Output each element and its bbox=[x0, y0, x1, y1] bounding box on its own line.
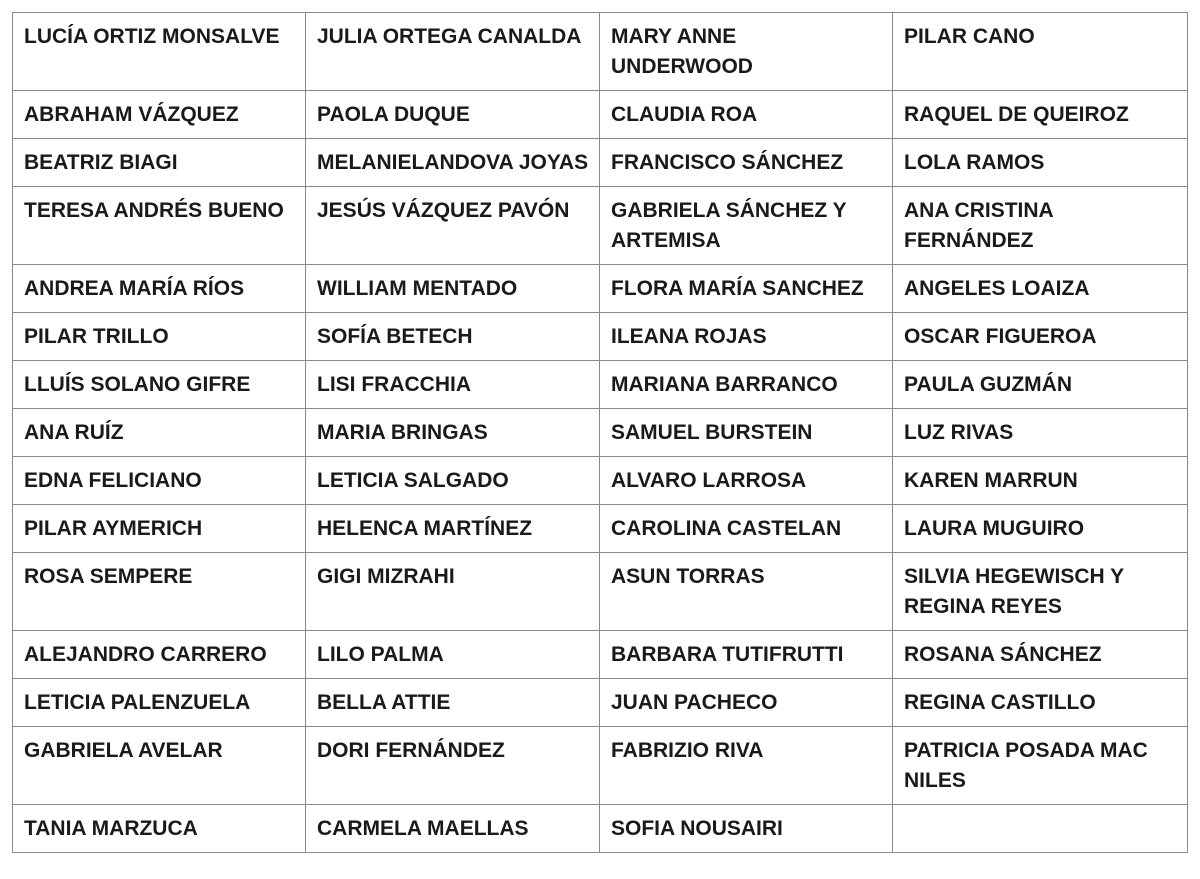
name-cell: DORI FERNÁNDEZ bbox=[306, 727, 600, 805]
name-cell: GABRIELA SÁNCHEZ Y ARTEMISA bbox=[600, 187, 893, 265]
name-cell: ROSA SEMPERE bbox=[13, 553, 306, 631]
name-cell: SILVIA HEGEWISCH Y REGINA REYES bbox=[893, 553, 1188, 631]
name-cell: CLAUDIA ROA bbox=[600, 91, 893, 139]
name-cell: LISI FRACCHIA bbox=[306, 361, 600, 409]
name-cell: MARIANA BARRANCO bbox=[600, 361, 893, 409]
name-cell: CAROLINA CASTELAN bbox=[600, 505, 893, 553]
name-cell: KAREN MARRUN bbox=[893, 457, 1188, 505]
name-cell: SOFIA NOUSAIRI bbox=[600, 805, 893, 853]
name-cell: ANA RUÍZ bbox=[13, 409, 306, 457]
name-cell: PAOLA DUQUE bbox=[306, 91, 600, 139]
table-row bbox=[13, 91, 1188, 139]
empty-cell bbox=[893, 805, 1188, 853]
table-row bbox=[13, 13, 1188, 91]
name-cell: JUAN PACHECO bbox=[600, 679, 893, 727]
name-cell: BELLA ATTIE bbox=[306, 679, 600, 727]
name-cell: SOFÍA BETECH bbox=[306, 313, 600, 361]
name-cell: BARBARA TUTIFRUTTI bbox=[600, 631, 893, 679]
name-cell: ALVARO LARROSA bbox=[600, 457, 893, 505]
name-cell: FABRIZIO RIVA bbox=[600, 727, 893, 805]
table-row bbox=[13, 361, 1188, 409]
name-cell: FLORA MARÍA SANCHEZ bbox=[600, 265, 893, 313]
name-cell: ILEANA ROJAS bbox=[600, 313, 893, 361]
name-cell: ALEJANDRO CARRERO bbox=[13, 631, 306, 679]
table-row bbox=[13, 409, 1188, 457]
name-cell: WILLIAM MENTADO bbox=[306, 265, 600, 313]
name-cell: BEATRIZ BIAGI bbox=[13, 139, 306, 187]
name-cell: MELANIELANDOVA JOYAS bbox=[306, 139, 600, 187]
name-cell: PATRICIA POSADA MAC NILES bbox=[893, 727, 1188, 805]
name-cell: OSCAR FIGUEROA bbox=[893, 313, 1188, 361]
name-cell: MARY ANNE UNDERWOOD bbox=[600, 13, 893, 91]
name-cell: ANDREA MARÍA RÍOS bbox=[13, 265, 306, 313]
name-cell: LETICIA PALENZUELA bbox=[13, 679, 306, 727]
name-cell: FRANCISCO SÁNCHEZ bbox=[600, 139, 893, 187]
table-row bbox=[13, 727, 1188, 805]
name-cell: LETICIA SALGADO bbox=[306, 457, 600, 505]
name-cell: ANA CRISTINA FERNÁNDEZ bbox=[893, 187, 1188, 265]
name-cell: ABRAHAM VÁZQUEZ bbox=[13, 91, 306, 139]
name-cell: LUZ RIVAS bbox=[893, 409, 1188, 457]
name-cell: HELENCA MARTÍNEZ bbox=[306, 505, 600, 553]
table-row bbox=[13, 187, 1188, 265]
table-row bbox=[13, 805, 1188, 853]
table-row bbox=[13, 457, 1188, 505]
name-cell: MARIA BRINGAS bbox=[306, 409, 600, 457]
table-row bbox=[13, 679, 1188, 727]
names-table bbox=[12, 12, 1188, 853]
name-cell: LLUÍS SOLANO GIFRE bbox=[13, 361, 306, 409]
name-cell: LAURA MUGUIRO bbox=[893, 505, 1188, 553]
name-cell: CARMELA MAELLAS bbox=[306, 805, 600, 853]
name-cell: EDNA FELICIANO bbox=[13, 457, 306, 505]
name-cell: SAMUEL BURSTEIN bbox=[600, 409, 893, 457]
name-cell: LILO PALMA bbox=[306, 631, 600, 679]
name-cell: ROSANA SÁNCHEZ bbox=[893, 631, 1188, 679]
name-cell: PILAR CANO bbox=[893, 13, 1188, 91]
table-row bbox=[13, 553, 1188, 631]
name-cell: JESÚS VÁZQUEZ PAVÓN bbox=[306, 187, 600, 265]
table-row bbox=[13, 139, 1188, 187]
table-row bbox=[13, 313, 1188, 361]
table-row bbox=[13, 265, 1188, 313]
name-cell: GABRIELA AVELAR bbox=[13, 727, 306, 805]
name-cell: JULIA ORTEGA CANALDA bbox=[306, 13, 600, 91]
name-cell: LUCÍA ORTIZ MONSALVE bbox=[13, 13, 306, 91]
name-cell: ASUN TORRAS bbox=[600, 553, 893, 631]
name-cell: REGINA CASTILLO bbox=[893, 679, 1188, 727]
name-cell: ANGELES LOAIZA bbox=[893, 265, 1188, 313]
name-cell: TANIA MARZUCA bbox=[13, 805, 306, 853]
name-cell: LOLA RAMOS bbox=[893, 139, 1188, 187]
name-cell: PILAR TRILLO bbox=[13, 313, 306, 361]
name-cell: PAULA GUZMÁN bbox=[893, 361, 1188, 409]
name-cell: GIGI MIZRAHI bbox=[306, 553, 600, 631]
name-cell: TERESA ANDRÉS BUENO bbox=[13, 187, 306, 265]
table-row bbox=[13, 505, 1188, 553]
table-row bbox=[13, 631, 1188, 679]
name-cell: RAQUEL DE QUEIROZ bbox=[893, 91, 1188, 139]
names-table-body bbox=[13, 13, 1188, 853]
name-cell: PILAR AYMERICH bbox=[13, 505, 306, 553]
